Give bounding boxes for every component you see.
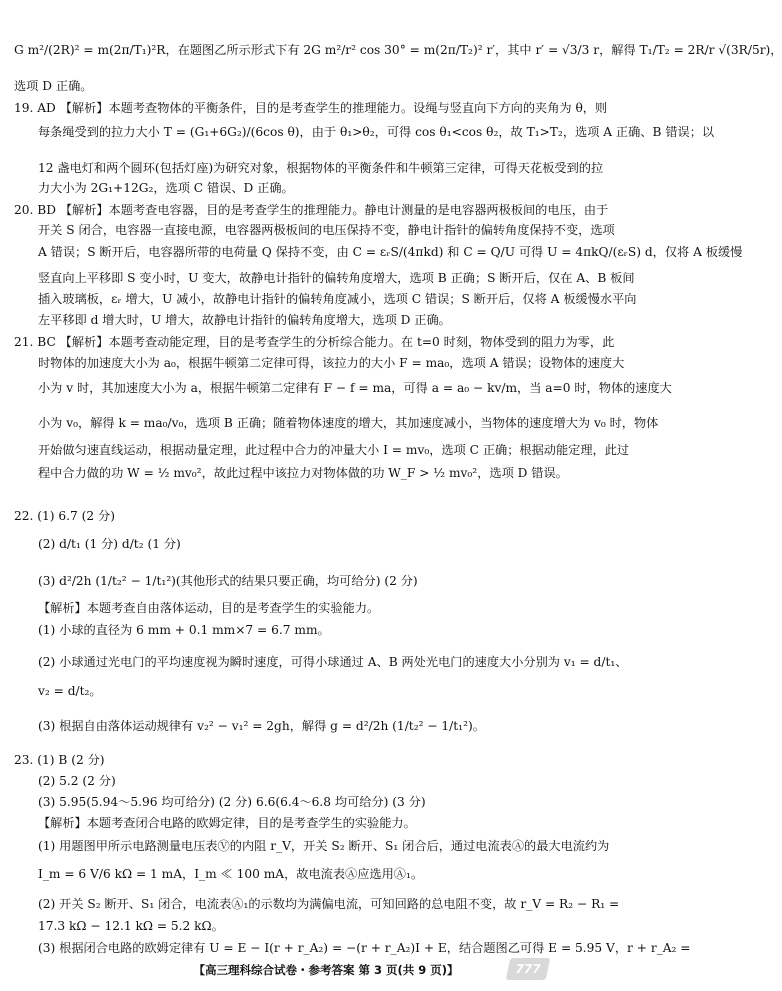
text-line: 小为 v 时，其加速度大小为 a，根据牛顿第二定律有 F − f = ma，可得 a = a₀ − kv/m，当 a=0 时，物体的速度大 xyxy=(38,381,672,395)
text-line: (2) 5.2 (2 分) xyxy=(38,774,116,788)
text-line: v₂ = d/t₂。 xyxy=(38,684,102,698)
text-line: I_m = 6 V/6 kΩ = 1 mA，I_m ≪ 100 mA，故电流表Ⓐ应选用Ⓐ₁。 xyxy=(38,867,424,881)
text-line: 小为 v₀，解得 k = ma₀/v₀，选项 B 正确；随着物体速度的增大，其加速度减小，当物体的速度增大为 v₀ 时，物体 xyxy=(38,416,659,430)
text-line: 12 盏电灯和两个圆环(包括灯座)为研究对象，根据物体的平衡条件和牛顿第三定律，可得天花板受到的拉 xyxy=(38,161,604,175)
text-line: (3) 根据自由落体运动规律有 v₂² − v₁² = 2gh，解得 g = d²/2h (1/t₂² − 1/t₁²)。 xyxy=(38,719,485,733)
text-line: 选项 D 正确。 xyxy=(14,79,93,93)
page-stamp: 777 xyxy=(506,958,551,980)
text-line: (3) 根据闭合电路的欧姆定律有 U = E − I(r + r_A₂) = −(r + r_A₂)I + E，结合题图乙可得 E = 5.95 V，r + r_A₂ = xyxy=(38,941,691,955)
text-line: (3) 5.95(5.94～5.96 均可给分) (2 分) 6.6(6.4～6.8 均可给分) (3 分) xyxy=(38,795,426,809)
text-line: (2) d/t₁ (1 分) d/t₂ (1 分) xyxy=(38,537,181,551)
text-line: A 错误；S 断开后，电容器所带的电荷量 Q 保持不变，由 C = εᵣS/(4πkd) 和 C = Q/U 可得 U = 4πkQ/(εᵣS) d，仅将 A 板缓慢 xyxy=(38,245,743,259)
text-line: 左平移即 d 增大时，U 增大，故静电计指针的偏转角度增大，选项 D 正确。 xyxy=(38,313,451,327)
text-line: (2) 小球通过光电门的平均速度视为瞬时速度，可得小球通过 A、B 两处光电门的速度大小分别为 v₁ = d/t₁、 xyxy=(38,655,628,669)
text-line: 【解析】本题考查闭合电路的欧姆定律，目的是考查学生的实验能力。 xyxy=(38,816,416,830)
text-line: (1) 用题图甲所示电路测量电压表Ⓥ的内阻 r_V，开关 S₂ 断开、S₁ 闭合后，通过电流表Ⓐ的最大电流约为 xyxy=(38,839,610,853)
page-footer: 【高三理科综合试卷・参考答案 第 3 页(共 9 页)】 xyxy=(193,963,459,977)
text-line: (2) 开关 S₂ 断开、S₁ 闭合，电流表Ⓐ₁的示数均为满偏电流，可知回路的总电阻不变，故 r_V = R₂ − R₁ = xyxy=(38,897,620,911)
text-line: (3) d²/2h (1/t₂² − 1/t₁²)(其他形式的结果只要正确，均可给分) (2 分) xyxy=(38,574,418,588)
text-line: 力大小为 2G₁+12G₂，选项 C 错误、D 正确。 xyxy=(38,181,294,195)
text-line: 20. BD 【解析】本题考查电容器，目的是考查学生的推理能力。静电计测量的是电容器两极板间的电压，由于 xyxy=(14,203,609,217)
text-line: 每条绳受到的拉力大小 T = (G₁+6G₂)/(6cos θ)，由于 θ₁>θ₂，可得 cos θ₁<cos θ₂，故 T₁>T₂，选项 A 正确、B 错误；以 xyxy=(38,125,715,139)
text-line: G m²/(2R)² = m(2π/T₁)²R，在题图乙所示形式下有 2G m²/r² cos 30° = m(2π/T₂)² r′，其中 r′ = √3/3 r，解得 T₁/T₂ = 2R/r √(3R/5r)， xyxy=(14,43,782,57)
text-line: 17.3 kΩ − 12.1 kΩ = 5.2 kΩ。 xyxy=(38,919,224,933)
text-line: 22. (1) 6.7 (2 分) xyxy=(14,509,115,523)
text-line: 插入玻璃板，εᵣ 增大，U 减小，故静电计指针的偏转角度减小，选项 C 错误；S 断开后，仅将 A 板缓慢水平向 xyxy=(38,292,637,306)
text-line: (1) 小球的直径为 6 mm + 0.1 mm×7 = 6.7 mm。 xyxy=(38,623,330,637)
text-line: 23. (1) B (2 分) xyxy=(14,753,105,767)
text-line: 时物体的加速度大小为 a₀，根据牛顿第二定律可得，该拉力的大小 F = ma₀，选项 A 错误；设物体的速度大 xyxy=(38,356,625,370)
text-line: 开关 S 闭合，电容器一直接电源，电容器两极板间的电压保持不变，静电计指针的偏转角度保持不变，选项 xyxy=(38,223,615,237)
text-line: 19. AD 【解析】本题考查物体的平衡条件，目的是考查学生的推理能力。设绳与竖直向下方向的夹角为 θ，则 xyxy=(14,101,608,115)
text-line: 竖直向上平移即 S 变小时，U 变大，故静电计指针的偏转角度增大，选项 B 正确；S 断开后，仅在 A、B 板间 xyxy=(38,271,635,285)
text-line: 程中合力做的功 W = ½ mv₀²，故此过程中该拉力对物体做的功 W_F > ½ mv₀²，选项 D 错误。 xyxy=(38,466,568,480)
text-line: 开始做匀速直线运动，根据动量定理，此过程中合力的冲量大小 I = mv₀，选项 C 正确；根据动能定理，此过 xyxy=(38,443,630,457)
text-line: 【解析】本题考查自由落体运动，目的是考查学生的实验能力。 xyxy=(38,601,380,615)
text-line: 21. BC 【解析】本题考查动能定理，目的是考查学生的分析综合能力。在 t=0 时刻，物体受到的阻力为零，此 xyxy=(14,335,615,349)
